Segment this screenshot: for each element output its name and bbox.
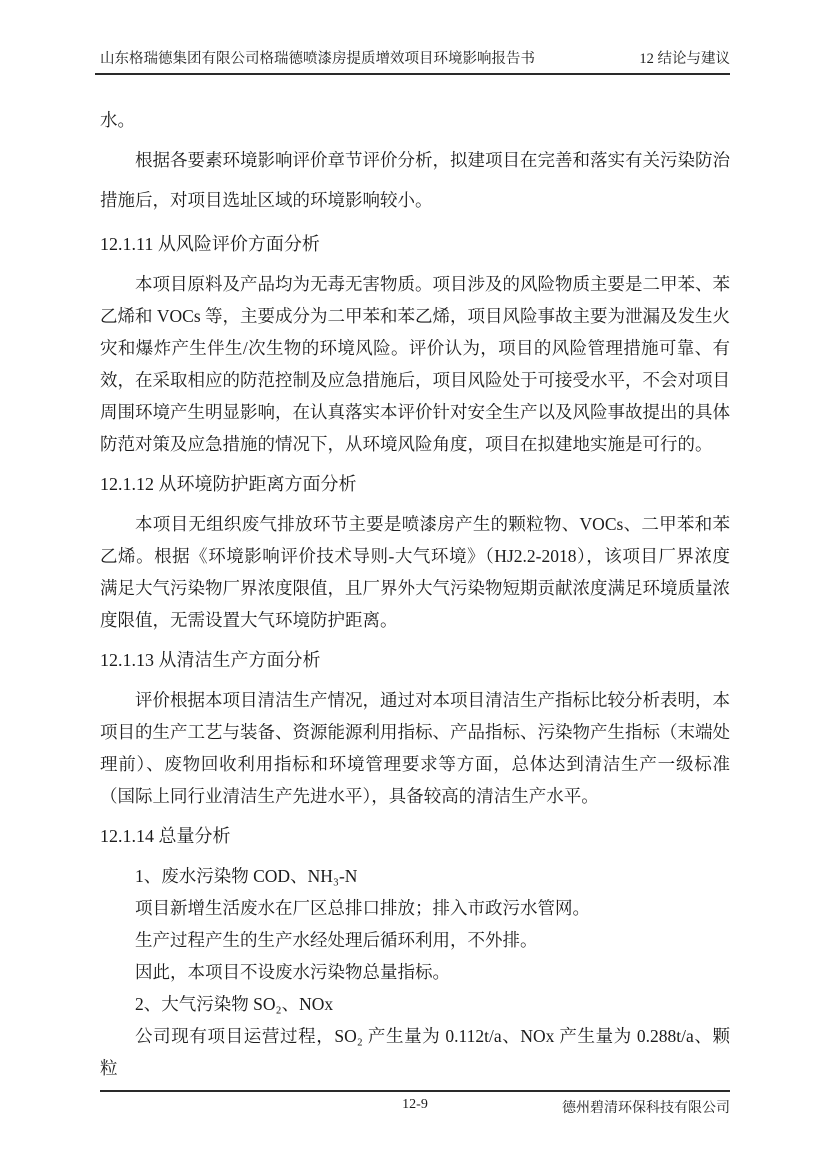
footer-company-name: 德州碧清环保科技有限公司 <box>562 1101 730 1116</box>
footer-row <box>100 1097 730 1117</box>
page-header <box>100 50 730 68</box>
page-number: 12-9 <box>402 1097 428 1112</box>
list-item: 项目新增生活废水在厂区总排口排放；排入市政污水管网。 <box>135 898 590 918</box>
section-heading-12-1-11: 12.1.11 从风险评价方面分析 <box>100 234 320 254</box>
header-doc-title: 山东格瑞德集团有限公司格瑞德喷漆房提质增效项目环境影响报告书 <box>100 51 535 67</box>
paragraph: 评价根据本项目清洁生产情况，通过对本项目清洁生产指标比较分析表明，本项目的生产工艺与装备、资源能源利用指标、产品指标、污染物产生指标（末端处理前）、废物回收利用指标和环境管理要求等方面，总体达到清洁生产一级标准（国际上同行业清洁生产先进水平），具备较高的清洁生产水平。 <box>100 690 730 806</box>
list-item: 因此，本项目不设废水污染物总量指标。 <box>135 962 450 982</box>
page-footer <box>100 1090 730 1117</box>
header-divider <box>95 73 730 75</box>
list-item: 生产过程产生的生产水经处理后循环利用，不外排。 <box>135 930 538 950</box>
paragraph: 公司现有项目运营过程，SO₂ 产生量为 0.112t/a、NOx 产生量为 0.288t/a、颗粒 <box>100 1026 730 1078</box>
paragraph: 本项目原料及产品均为无毒无害物质。项目涉及的风险物质主要是二甲苯、苯乙烯和 VOCs 等，主要成分为二甲苯和苯乙烯，项目风险事故主要为泄漏及发生火灾和爆炸产生伴生/次生物的环境风险。评价认为，项目的风险管理措施可靠、有效，在采取相应的防范控制及应急措施后，项目风险处于可接受水平，不会对项目周围环境产生明显影响，在认真落实本评价针对安全生产以及风险事故提出的具体防范对策及应急措施的情况下，从环境风险角度，项目在拟建地实施是可行的。 <box>100 274 731 454</box>
paragraph-continuation: 水。 <box>100 110 135 130</box>
paragraph: 本项目无组织废气排放环节主要是喷漆房产生的颗粒物、VOCs、二甲苯和苯乙烯。根据《环境影响评价技术导则-大气环境》（HJ2.2-2018），该项目厂界浓度满足大气污染物厂界浓度限值，且厂界外大气污染物短期贡献浓度满足环境质量浓度限值，无需设置大气环境防护距离。 <box>100 514 730 630</box>
document-body <box>100 100 730 1084</box>
section-heading-12-1-13: 12.1.13 从清洁生产方面分析 <box>100 650 321 670</box>
section-heading-12-1-14: 12.1.14 总量分析 <box>100 826 231 846</box>
section-heading-12-1-12: 12.1.12 从环境防护距离方面分析 <box>100 474 357 494</box>
header-chapter-label: 12 结论与建议 <box>639 51 730 67</box>
paragraph: 根据各要素环境影响评价章节评价分析，拟建项目在完善和落实有关污染防治措施后，对项目选址区域的环境影响较小。 <box>100 150 730 210</box>
list-item: 1、废水污染物 COD、NH₃-N <box>135 866 358 886</box>
list-item: 2、大气污染物 SO₂、NOx <box>135 994 334 1014</box>
